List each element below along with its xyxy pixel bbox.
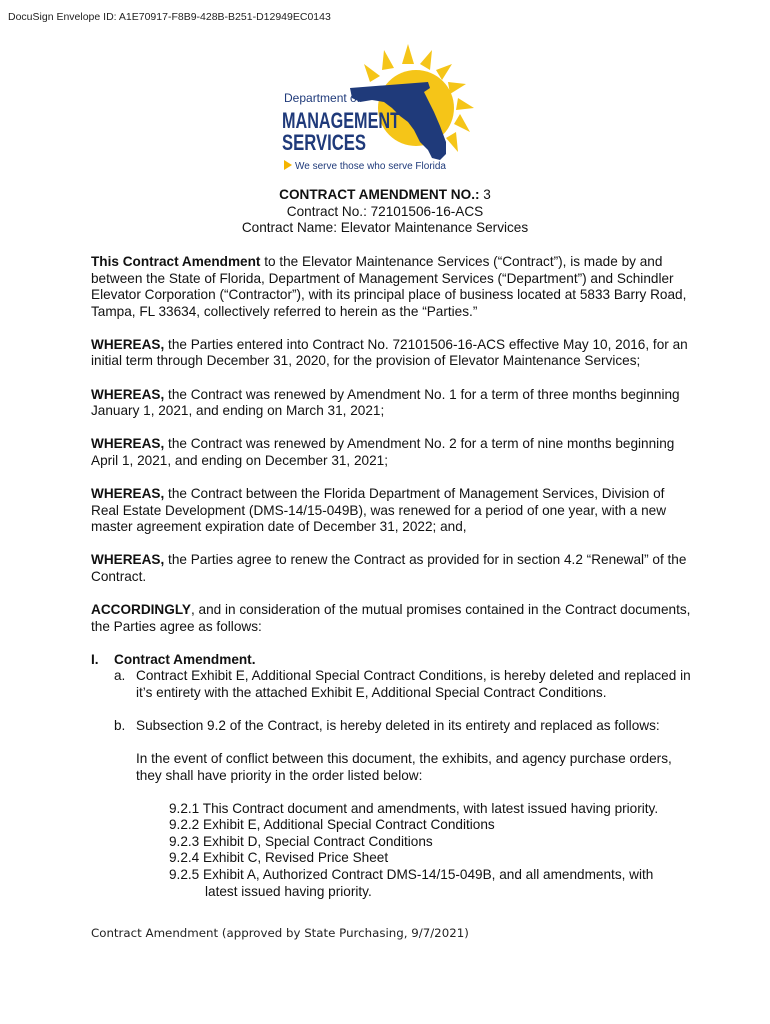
amendment-title: [0, 187, 770, 204]
whereas-label: WHEREAS,: [91, 336, 165, 352]
logo-tagline: We serve those who serve Florida: [295, 161, 446, 172]
subsection-b-text: Subsection 9.2 of the Contract, is hereby deleted in its entirety and replaced as follows:: [136, 717, 660, 733]
logo-line2: MANAGEMENT: [282, 108, 401, 133]
priority-item: 9.2.5 Exhibit A, Authorized Contract DMS-14/15-049B, and all amendments, with: [169, 867, 654, 883]
subsection-b: [114, 718, 691, 735]
section-number: I.: [91, 651, 99, 667]
amendment-number: 3: [479, 187, 491, 202]
accordingly-paragraph: [91, 602, 691, 635]
whereas-paragraph-4: [91, 486, 691, 536]
section-title: Contract Amendment.: [114, 651, 256, 667]
florida-sun-logo-graphic: [280, 42, 480, 182]
whereas-text: the Contract was renewed by Amendment No. 1 for a term of three months beginning January 1, 2021, and ending on March 31, 2021;: [91, 386, 680, 419]
contract-name: Contract Name: Elevator Maintenance Services: [241, 220, 529, 235]
accordingly-label: ACCORDINGLY: [91, 601, 191, 617]
tagline-arrow-icon: [284, 160, 292, 170]
whereas-paragraph-1: [91, 337, 691, 370]
priority-item: 9.2.3 Exhibit D, Special Contract Conditions: [169, 833, 433, 849]
subsection-a-letter: a.: [114, 668, 126, 684]
intro-text: to the Elevator Maintenance Services (“Contract”), is made by and between the State of Florida, Department of Management Services (“Department”) and Schindler Elevator Corporation (“Contractor”), with its principal place of business located at 5833 Barry Road, Tampa, FL 33634, collectively referred to herein as the “Parties.”: [91, 254, 687, 319]
whereas-label: WHEREAS,: [91, 485, 165, 501]
whereas-text: the Contract between the Florida Department of Management Services, Division of Real Estate Development (DMS-14/15-049B), was renewed for a period of one year, with a new master agreement expiration date of December 31, 2022; and,: [91, 485, 667, 535]
intro-bold: This Contract Amendment: [91, 254, 261, 269]
priority-item: 9.2.4 Exhibit C, Revised Price Sheet: [169, 850, 389, 866]
dms-logo: [280, 42, 480, 182]
priority-item-continuation: latest issued having priority.: [205, 883, 372, 899]
whereas-label: WHEREAS,: [91, 436, 165, 452]
section-heading: [91, 652, 691, 669]
whereas-text: the Parties entered into Contract No. 72101506-16-ACS effective May 10, 2016, for an initial term through December 31, 2020, for the provision of Elevator Maintenance Services;: [91, 336, 688, 369]
subsection-a-text: Contract Exhibit E, Additional Special Contract Conditions, is hereby deleted and replaced in it’s entirety with the attached Exhibit E, Additional Special Contract Conditions.: [136, 668, 691, 700]
whereas-label: WHEREAS,: [91, 386, 165, 402]
document-body: [91, 254, 691, 900]
accordingly-text: , and in consideration of the mutual promises contained in the Contract documents, the Parties agree as follows:: [91, 601, 691, 634]
whereas-label: WHEREAS,: [91, 552, 165, 568]
whereas-paragraph-3: [91, 436, 691, 469]
priority-item: 9.2.2 Exhibit E, Additional Special Contract Conditions: [169, 817, 495, 833]
whereas-paragraph-5: [91, 552, 691, 585]
page-footer: Contract Amendment (approved by State Purchasing, 9/7/2021): [91, 926, 469, 940]
amendment-label: CONTRACT AMENDMENT NO.:: [279, 187, 480, 202]
contract-number: Contract No.: 72101506-16-ACS: [286, 203, 484, 219]
logo-line3: SERVICES: [282, 130, 366, 155]
logo-line1: Department of: [284, 91, 361, 105]
intro-paragraph: [91, 254, 691, 320]
whereas-paragraph-2: [91, 387, 691, 420]
whereas-text: the Parties agree to renew the Contract as provided for in section 4.2 “Renewal” of the Contract.: [91, 552, 687, 584]
whereas-text: the Contract was renewed by Amendment No. 2 for a term of nine months beginning April 1, 2021, and ending on December 31, 2021;: [91, 436, 675, 468]
subsection-a: [114, 668, 691, 701]
priority-intro: In the event of conflict between this document, the exhibits, and agency purchase orders, they shall have priority in the order listed below:: [136, 750, 672, 783]
priority-list: [169, 801, 691, 901]
docusign-envelope-id: DocuSign Envelope ID: A1E70917-F8B9-428B-B251-D12949EC0143: [8, 11, 331, 23]
priority-item: 9.2.1 This Contract document and amendments, with latest issued having priority.: [169, 800, 659, 816]
contract-header: [0, 187, 770, 237]
subsection-b-letter: b.: [114, 717, 126, 733]
